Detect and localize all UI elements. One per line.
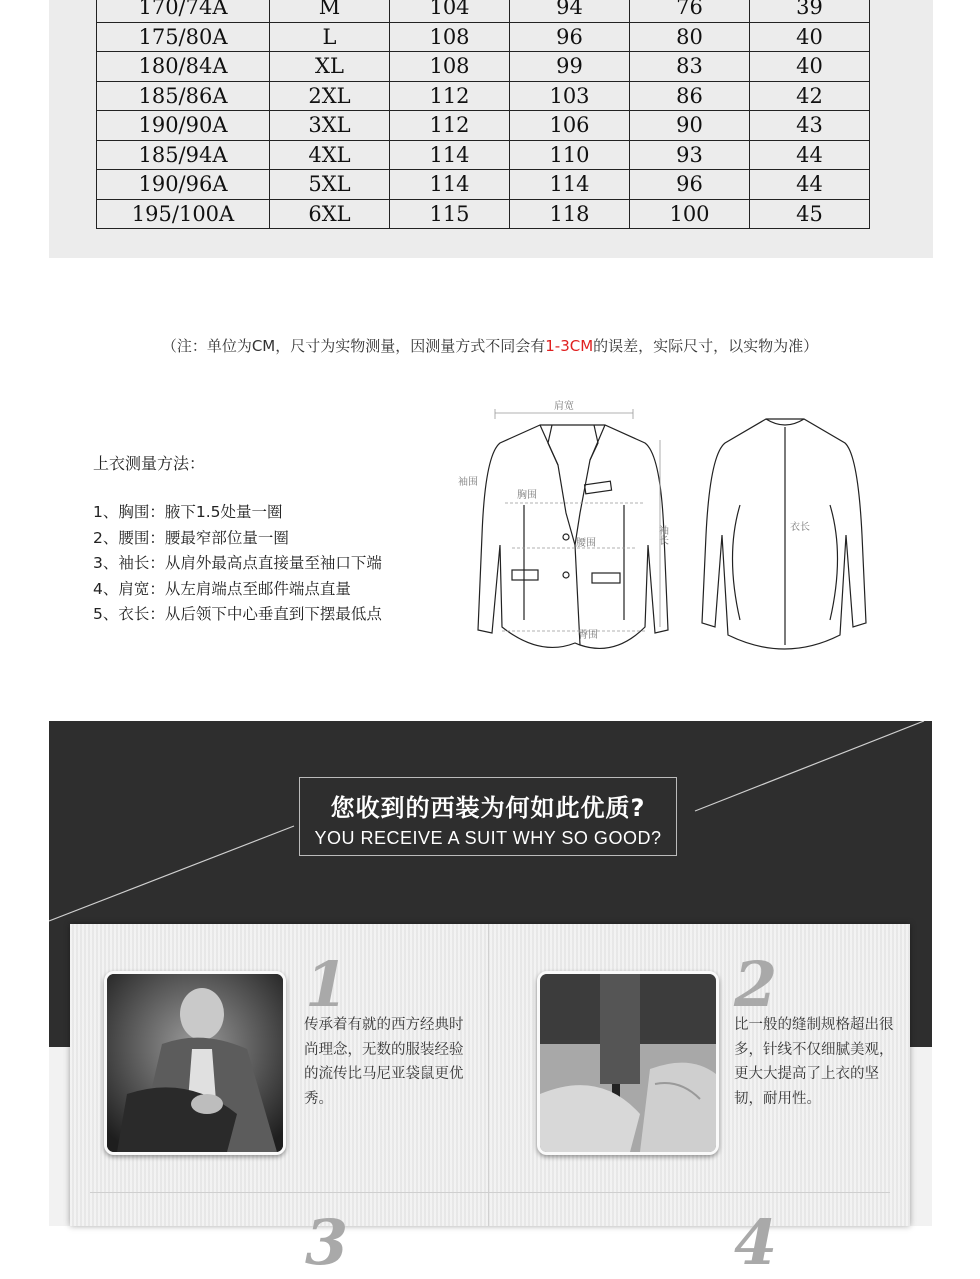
measure-list [93, 500, 382, 628]
banner-title-cn: 您收到的西装为何如此优质? [330, 794, 646, 822]
tailor-sewing-photo [104, 971, 286, 1155]
size-row [97, 0, 870, 22]
size-cell: 185/86A [97, 81, 270, 111]
suit-measurement-diagram [440, 395, 940, 665]
size-row [97, 170, 870, 200]
size-cell: 2XL [270, 81, 390, 111]
size-cell: 104 [390, 0, 510, 22]
feature-number-3: 3 [305, 1206, 349, 1279]
size-cell: L [270, 22, 390, 52]
size-cell: 39 [750, 0, 870, 22]
size-cell: 42 [750, 81, 870, 111]
size-cell: M [270, 0, 390, 22]
size-cell: 175/80A [97, 22, 270, 52]
size-row [97, 140, 870, 170]
size-cell: 94 [510, 0, 630, 22]
size-row [97, 81, 870, 111]
measure-item: 1、胸围：腋下1.5处量一圈 [93, 503, 283, 521]
size-cell: 45 [750, 199, 870, 229]
size-cell: 100 [630, 199, 750, 229]
size-cell: 40 [750, 52, 870, 82]
size-cell: 115 [390, 199, 510, 229]
feature-number-2: 2 [734, 948, 778, 1021]
size-cell: 43 [750, 111, 870, 141]
feature-number-1: 1 [305, 948, 349, 1021]
size-cell: 112 [390, 111, 510, 141]
size-cell: 99 [510, 52, 630, 82]
label-shoulder: 肩宽 [554, 401, 574, 412]
size-cell: 80 [630, 22, 750, 52]
size-cell: 5XL [270, 170, 390, 200]
size-row [97, 22, 870, 52]
banner-title-en: YOU RECEIVE A SUIT WHY SO GOOD? [314, 828, 662, 848]
label-hip: 臀围 [578, 630, 598, 641]
size-cell: 180/84A [97, 52, 270, 82]
size-cell: 114 [390, 170, 510, 200]
label-sleeve-circ: 袖围 [458, 477, 478, 488]
label-body-length: 衣长 [790, 522, 810, 533]
label-chest: 胸围 [517, 490, 537, 501]
size-row [97, 52, 870, 82]
size-cell: 190/90A [97, 111, 270, 141]
measure-title: 上衣测量方法： [93, 454, 206, 473]
size-row [97, 199, 870, 229]
size-cell: 4XL [270, 140, 390, 170]
card-divider-horizontal [90, 1192, 890, 1193]
size-cell: 112 [390, 81, 510, 111]
size-table [96, 0, 870, 229]
label-waist: 腰围 [576, 538, 596, 549]
size-cell: 114 [510, 170, 630, 200]
measure-item: 2、腰围：腰最窄部位量一圈 [93, 528, 289, 547]
size-cell: 108 [390, 22, 510, 52]
feature-text-2: 比一般的缝制规格超出很多，针线不仅细腻美观，更大大提高了上衣的坚韧，耐用性。 [734, 1017, 894, 1107]
feature-text-1: 传承着有就的西方经典时尚理念，无数的服装经验的流传比马尼亚袋鼠更优秀。 [304, 1017, 464, 1107]
card-divider-vertical [488, 924, 489, 1226]
feature-number-4: 4 [734, 1206, 778, 1279]
size-cell: 6XL [270, 199, 390, 229]
measurement-note [0, 335, 980, 356]
size-cell: 170/74A [97, 0, 270, 22]
measure-item: 5、衣长：从后领下中心垂直到下摆最低点 [93, 605, 382, 624]
size-cell: 110 [510, 140, 630, 170]
size-cell: 103 [510, 81, 630, 111]
size-cell: 195/100A [97, 199, 270, 229]
size-cell: 44 [750, 140, 870, 170]
size-cell: 96 [630, 170, 750, 200]
size-cell: 106 [510, 111, 630, 141]
size-cell: 108 [390, 52, 510, 82]
size-cell: 90 [630, 111, 750, 141]
back-jacket-outline [702, 419, 866, 649]
measure-item: 4、肩宽：从左肩端点至邮件端点直量 [93, 579, 351, 598]
measure-item: 3、袖长：从肩外最高点直接量至袖口下端 [93, 554, 382, 573]
label-sleeve-length: 袖长 [656, 525, 668, 545]
size-cell: 83 [630, 52, 750, 82]
note-highlight: 1-3CM [545, 337, 594, 355]
banner-title-box [299, 777, 677, 856]
sewing-machine-photo [537, 971, 719, 1155]
size-cell: 76 [630, 0, 750, 22]
size-cell: XL [270, 52, 390, 82]
size-cell: 44 [750, 170, 870, 200]
size-table-panel [49, 0, 933, 258]
note-prefix: （注：单位为CM，尺寸为实物测量，因测量方式不同会有 [161, 337, 546, 355]
size-cell: 190/96A [97, 170, 270, 200]
size-cell: 185/94A [97, 140, 270, 170]
size-cell: 93 [630, 140, 750, 170]
size-cell: 3XL [270, 111, 390, 141]
size-cell: 114 [390, 140, 510, 170]
size-cell: 86 [630, 81, 750, 111]
size-cell: 40 [750, 22, 870, 52]
note-suffix: 的误差，实际尺寸，以实物为准） [593, 337, 819, 355]
size-cell: 118 [510, 199, 630, 229]
size-cell: 96 [510, 22, 630, 52]
size-row [97, 111, 870, 141]
